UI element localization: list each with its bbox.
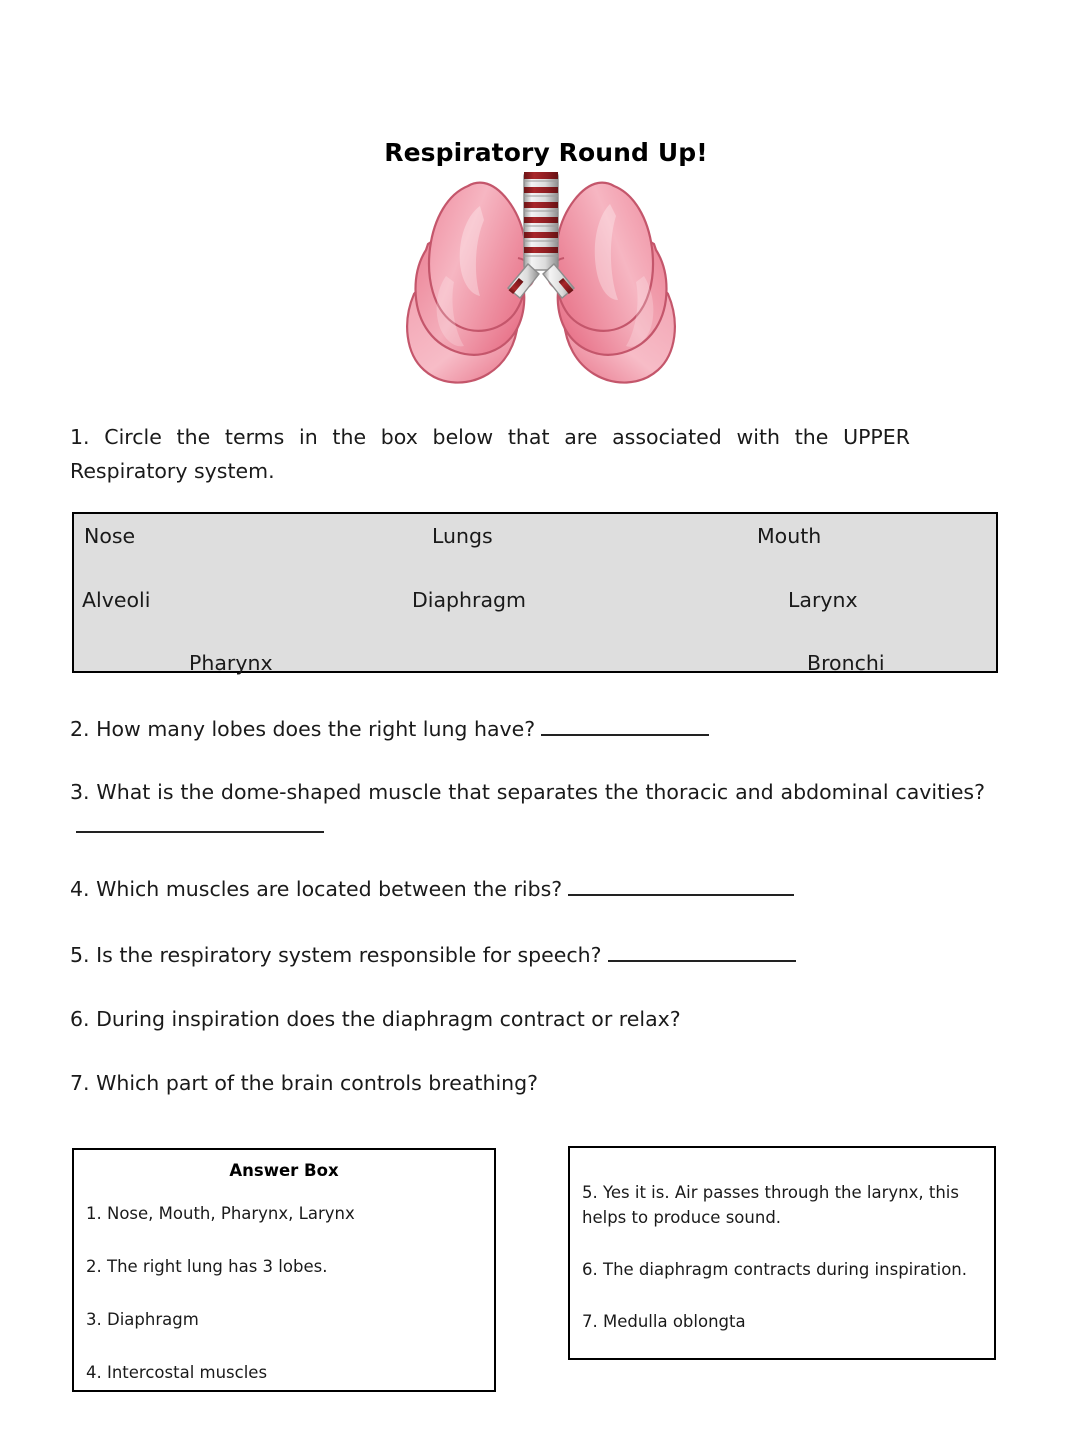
- question-3-text: 3. What is the dome-shaped muscle that separates the thoracic and abdominal cavities?: [70, 780, 985, 804]
- page-title: Respiratory Round Up!: [384, 138, 708, 167]
- term-bronchi[interactable]: Bronchi: [807, 651, 885, 675]
- answer-item: 3. Diaphragm: [86, 1310, 199, 1329]
- question-1: [70, 420, 910, 488]
- question-2-answer-blank[interactable]: [541, 716, 709, 736]
- question-5-answer-blank[interactable]: [608, 942, 796, 962]
- term-diaphragm[interactable]: Diaphragm: [412, 588, 527, 612]
- answer-box-right: [568, 1146, 996, 1360]
- term-alveoli[interactable]: Alveoli: [82, 588, 151, 612]
- answer-box-heading: Answer Box: [229, 1161, 339, 1180]
- question-1-text: 1. Circle the terms in the box below that are associated with the UPPER Respiratory system.: [70, 425, 910, 483]
- question-4: [70, 872, 970, 906]
- answer-item: 4. Intercostal muscles: [86, 1363, 268, 1382]
- answer-list-right: [582, 1180, 986, 1334]
- question-6: [70, 1002, 970, 1036]
- question-7-text: 7. Which part of the brain controls breathing?: [70, 1071, 539, 1095]
- question-2-text: 2. How many lobes does the right lung have?: [70, 717, 536, 741]
- answer-box-left: [72, 1148, 496, 1392]
- question-4-answer-blank[interactable]: [568, 876, 794, 896]
- answer-item: 2. The right lung has 3 lobes.: [86, 1257, 328, 1276]
- question-3-answer-blank[interactable]: [76, 813, 324, 833]
- question-5: [70, 938, 970, 972]
- question-3: [70, 775, 985, 843]
- question-6-text: 6. During inspiration does the diaphragm contract or relax?: [70, 1007, 681, 1031]
- terms-box[interactable]: [72, 512, 998, 673]
- term-larynx[interactable]: Larynx: [788, 588, 858, 612]
- question-5-text: 5. Is the respiratory system responsible for speech?: [70, 943, 602, 967]
- question-4-text: 4. Which muscles are located between the ribs?: [70, 877, 563, 901]
- term-lungs[interactable]: Lungs: [432, 524, 493, 548]
- term-mouth[interactable]: Mouth: [757, 524, 822, 548]
- term-pharynx[interactable]: Pharynx: [189, 651, 273, 675]
- answer-item: 6. The diaphragm contracts during inspiration.: [582, 1260, 967, 1279]
- answer-item: 7. Medulla oblongta: [582, 1312, 746, 1331]
- question-7: [70, 1066, 970, 1100]
- answer-list-left: [86, 1201, 478, 1385]
- answer-item: 5. Yes it is. Air passes through the larynx, this helps to produce sound.: [582, 1183, 959, 1227]
- term-nose[interactable]: Nose: [84, 524, 136, 548]
- question-2: [70, 712, 970, 746]
- lungs-illustration: [396, 172, 686, 390]
- answer-item: 1. Nose, Mouth, Pharynx, Larynx: [86, 1204, 355, 1223]
